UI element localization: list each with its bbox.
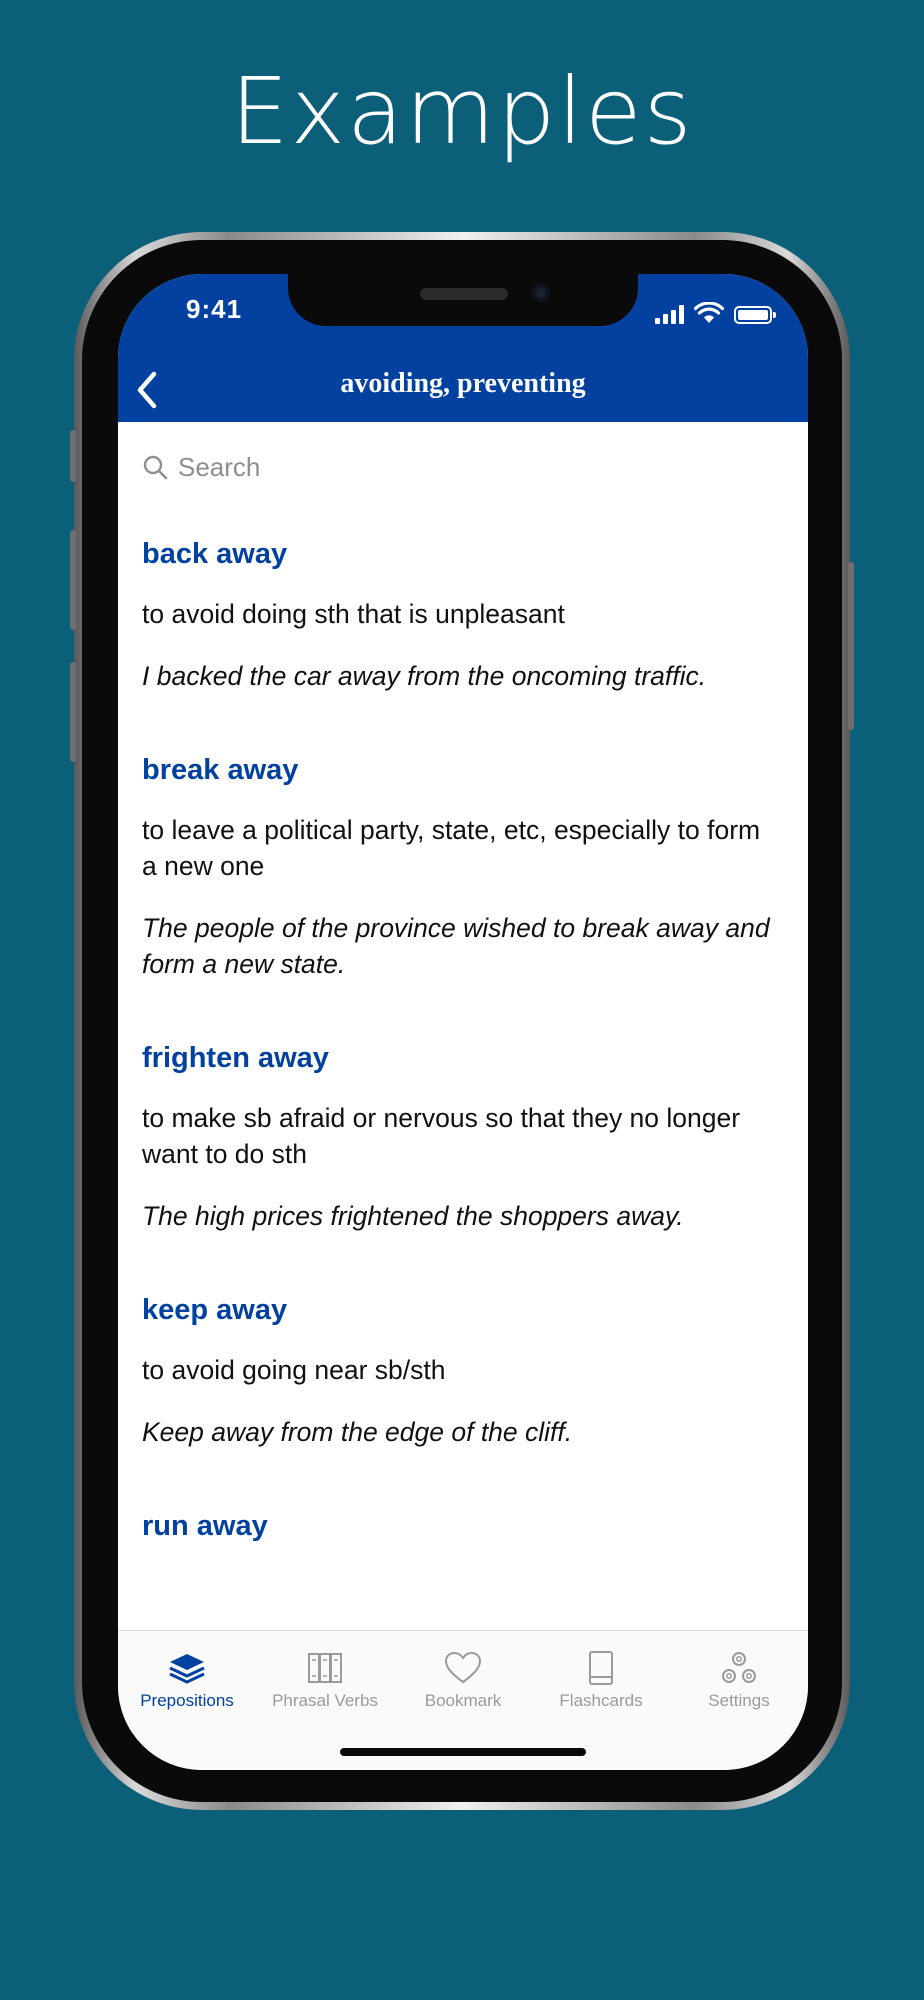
entry-example: I backed the car away from the oncoming traffic. <box>142 661 707 691</box>
entry-term: run away <box>142 1510 268 1542</box>
heart-icon <box>443 1651 483 1685</box>
volume-up-button <box>70 530 76 630</box>
headline: Examples <box>230 58 694 165</box>
status-icons <box>655 300 772 324</box>
entry-list <box>142 536 772 1602</box>
page-title: avoiding, preventing <box>340 368 586 399</box>
flashcard-icon <box>584 1649 618 1687</box>
tab-label: Bookmark <box>424 1691 502 1710</box>
list-item[interactable] <box>142 1292 772 1450</box>
power-button <box>848 562 854 730</box>
books-icon <box>305 1650 345 1686</box>
tab-settings[interactable] <box>670 1645 808 1711</box>
entry-definition: to avoid doing sth that is unpleasant <box>142 599 565 629</box>
search-input[interactable] <box>178 452 738 483</box>
entry-example: The high prices frightened the shoppers away. <box>142 1201 684 1231</box>
tab-label: Settings <box>708 1691 770 1710</box>
entry-term: back away <box>142 538 288 570</box>
wifi-icon <box>694 302 724 324</box>
list-item[interactable] <box>142 752 772 982</box>
home-indicator[interactable] <box>340 1748 586 1756</box>
entry-definition: to leave a political party, state, etc, especially to form a new one <box>142 815 761 881</box>
list-item[interactable] <box>142 1508 772 1544</box>
entry-term: break away <box>142 754 299 786</box>
tab-flashcards[interactable] <box>532 1645 670 1711</box>
battery-icon <box>734 306 772 324</box>
gears-icon <box>719 1649 759 1687</box>
list-item[interactable] <box>142 1040 772 1234</box>
tab-label: Phrasal Verbs <box>272 1691 378 1710</box>
entry-example: The people of the province wished to break away and form a new state. <box>142 913 770 979</box>
list-item[interactable] <box>142 536 772 694</box>
tab-prepositions[interactable] <box>118 1645 256 1711</box>
entry-term: keep away <box>142 1294 288 1326</box>
status-time: 9:41 <box>186 294 243 324</box>
tab-phrasal-verbs[interactable] <box>256 1645 394 1711</box>
volume-down-button <box>70 662 76 762</box>
entry-example: Keep away from the edge of the cliff. <box>142 1417 573 1447</box>
front-camera <box>532 284 550 302</box>
search-bar[interactable] <box>142 444 782 490</box>
mute-switch <box>70 430 76 482</box>
search-icon <box>142 454 168 480</box>
tab-label: Prepositions <box>140 1691 234 1710</box>
speaker-grille <box>420 288 508 300</box>
layers-icon <box>167 1651 207 1685</box>
entry-definition: to make sb afraid or nervous so that they no longer want to do sth <box>142 1103 741 1169</box>
tab-bookmark[interactable] <box>394 1645 532 1711</box>
entry-definition: to avoid going near sb/sth <box>142 1355 446 1385</box>
notch <box>288 274 638 326</box>
tab-label: Flashcards <box>559 1691 643 1710</box>
app-screen <box>118 274 808 1770</box>
signal-icon <box>655 304 684 324</box>
entry-term: frighten away <box>142 1042 329 1074</box>
